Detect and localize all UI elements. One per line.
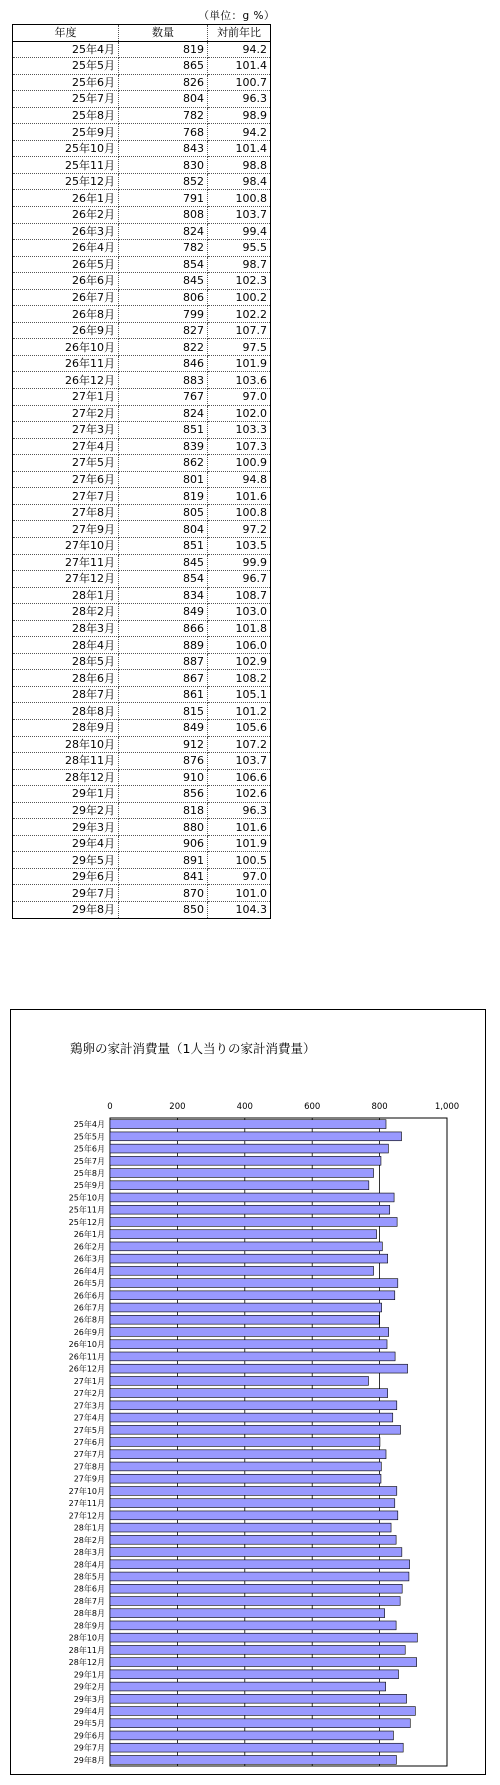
bar <box>110 1438 380 1447</box>
cell-yoy-ratio: 102.9 <box>208 653 271 670</box>
cell-quantity: 843 <box>119 140 208 157</box>
category-label: 27年5月 <box>73 1425 105 1435</box>
category-label: 28年2月 <box>73 1535 105 1545</box>
bar <box>110 1474 381 1483</box>
cell-quantity: 827 <box>119 322 208 339</box>
bar <box>110 1743 403 1752</box>
cell-quantity: 849 <box>119 604 208 621</box>
category-label: 28年9月 <box>73 1621 105 1631</box>
cell-year-month: 28年6月 <box>13 670 119 687</box>
cell-quantity: 880 <box>119 819 208 836</box>
cell-year-month: 26年10月 <box>13 339 119 356</box>
bar <box>110 1413 393 1422</box>
cell-year-month: 26年1月 <box>13 190 119 207</box>
header-quantity: 数量 <box>119 25 208 42</box>
cell-yoy-ratio: 101.9 <box>208 355 271 372</box>
cell-quantity: 887 <box>119 653 208 670</box>
cell-quantity: 845 <box>119 273 208 290</box>
cell-year-month: 25年12月 <box>13 173 119 190</box>
bar <box>110 1230 377 1239</box>
cell-year-month: 27年4月 <box>13 438 119 455</box>
cell-yoy-ratio: 100.9 <box>208 455 271 472</box>
category-label: 27年10月 <box>68 1486 105 1496</box>
cell-yoy-ratio: 101.6 <box>208 488 271 505</box>
cell-year-month: 26年6月 <box>13 273 119 290</box>
cell-yoy-ratio: 101.9 <box>208 835 271 852</box>
cell-yoy-ratio: 98.9 <box>208 107 271 124</box>
bar <box>110 1670 398 1679</box>
category-label: 25年12月 <box>68 1217 105 1227</box>
cell-yoy-ratio: 97.0 <box>208 389 271 406</box>
cell-yoy-ratio: 108.7 <box>208 587 271 604</box>
category-label: 27年12月 <box>68 1511 105 1521</box>
cell-quantity: 819 <box>119 488 208 505</box>
bar <box>110 1499 395 1508</box>
cell-quantity: 856 <box>119 786 208 803</box>
bar <box>110 1621 396 1630</box>
bar <box>110 1597 400 1606</box>
bar <box>110 1511 398 1520</box>
cell-year-month: 29年6月 <box>13 868 119 885</box>
cell-yoy-ratio: 103.7 <box>208 207 271 224</box>
cell-yoy-ratio: 102.3 <box>208 273 271 290</box>
bar <box>110 1645 405 1654</box>
cell-yoy-ratio: 104.3 <box>208 901 271 918</box>
cell-quantity: 791 <box>119 190 208 207</box>
category-label: 27年2月 <box>73 1389 105 1399</box>
category-label: 29年4月 <box>73 1706 105 1716</box>
x-tick-label: 1,000 <box>434 1102 460 1112</box>
category-label: 26年10月 <box>68 1340 105 1350</box>
cell-year-month: 28年8月 <box>13 703 119 720</box>
cell-year-month: 26年4月 <box>13 240 119 257</box>
cell-yoy-ratio: 100.8 <box>208 190 271 207</box>
cell-quantity: 839 <box>119 438 208 455</box>
category-label: 27年7月 <box>73 1450 105 1460</box>
cell-quantity: 782 <box>119 240 208 257</box>
bar <box>110 1193 394 1202</box>
bar <box>110 1156 381 1165</box>
cell-year-month: 25年5月 <box>13 58 119 75</box>
bar <box>110 1242 382 1251</box>
category-label: 28年10月 <box>68 1633 105 1643</box>
bar <box>110 1254 388 1263</box>
bar <box>110 1755 396 1764</box>
cell-quantity: 818 <box>119 802 208 819</box>
cell-quantity: 806 <box>119 289 208 306</box>
cell-yoy-ratio: 99.9 <box>208 554 271 571</box>
cell-quantity: 822 <box>119 339 208 356</box>
cell-yoy-ratio: 101.8 <box>208 620 271 637</box>
cell-yoy-ratio: 96.3 <box>208 91 271 108</box>
cell-year-month: 27年8月 <box>13 504 119 521</box>
cell-year-month: 28年1月 <box>13 587 119 604</box>
cell-year-month: 28年11月 <box>13 753 119 770</box>
bar <box>110 1548 402 1557</box>
chart-title: 鶏卵の家計消費量（1人当りの家計消費量） <box>70 1041 316 1056</box>
cell-quantity: 854 <box>119 256 208 273</box>
cell-quantity: 861 <box>119 686 208 703</box>
bar <box>110 1340 387 1349</box>
cell-quantity: 799 <box>119 306 208 323</box>
category-label: 28年3月 <box>73 1548 105 1558</box>
cell-quantity: 804 <box>119 521 208 538</box>
cell-year-month: 28年2月 <box>13 604 119 621</box>
bar <box>110 1303 382 1312</box>
cell-quantity: 862 <box>119 455 208 472</box>
cell-year-month: 26年8月 <box>13 306 119 323</box>
cell-yoy-ratio: 99.4 <box>208 223 271 240</box>
cell-yoy-ratio: 102.0 <box>208 405 271 422</box>
cell-year-month: 28年9月 <box>13 719 119 736</box>
cell-year-month: 26年11月 <box>13 355 119 372</box>
cell-yoy-ratio: 97.5 <box>208 339 271 356</box>
cell-year-month: 29年3月 <box>13 819 119 836</box>
bar <box>110 1731 393 1740</box>
cell-quantity: 846 <box>119 355 208 372</box>
cell-yoy-ratio: 94.2 <box>208 124 271 141</box>
category-label: 26年11月 <box>68 1352 105 1362</box>
cell-yoy-ratio: 103.0 <box>208 604 271 621</box>
bar <box>110 1132 402 1141</box>
cell-quantity: 834 <box>119 587 208 604</box>
cell-yoy-ratio: 100.2 <box>208 289 271 306</box>
cell-quantity: 768 <box>119 124 208 141</box>
cell-quantity: 841 <box>119 868 208 885</box>
bar <box>110 1120 386 1129</box>
cell-year-month: 25年9月 <box>13 124 119 141</box>
cell-quantity: 883 <box>119 372 208 389</box>
category-label: 28年1月 <box>73 1523 105 1533</box>
category-label: 29年7月 <box>73 1743 105 1753</box>
category-label: 28年5月 <box>73 1572 105 1582</box>
cell-yoy-ratio: 98.7 <box>208 256 271 273</box>
cell-year-month: 28年10月 <box>13 736 119 753</box>
header-yoy-ratio: 対前年比 <box>208 25 271 42</box>
bar <box>110 1572 409 1581</box>
category-label: 26年5月 <box>73 1279 105 1289</box>
category-label: 28年6月 <box>73 1584 105 1594</box>
cell-quantity: 910 <box>119 769 208 786</box>
cell-yoy-ratio: 98.8 <box>208 157 271 174</box>
cell-quantity: 876 <box>119 753 208 770</box>
cell-yoy-ratio: 103.7 <box>208 753 271 770</box>
cell-yoy-ratio: 106.0 <box>208 637 271 654</box>
category-label: 29年3月 <box>73 1694 105 1704</box>
cell-yoy-ratio: 98.4 <box>208 173 271 190</box>
category-label: 27年11月 <box>68 1499 105 1509</box>
cell-yoy-ratio: 102.2 <box>208 306 271 323</box>
bar <box>110 1707 415 1716</box>
category-label: 26年3月 <box>73 1254 105 1264</box>
cell-quantity: 850 <box>119 901 208 918</box>
cell-year-month: 29年4月 <box>13 835 119 852</box>
cell-year-month: 27年10月 <box>13 537 119 554</box>
cell-yoy-ratio: 101.4 <box>208 140 271 157</box>
cell-yoy-ratio: 96.3 <box>208 802 271 819</box>
cell-year-month: 27年2月 <box>13 405 119 422</box>
cell-year-month: 29年7月 <box>13 885 119 902</box>
cell-yoy-ratio: 101.0 <box>208 885 271 902</box>
cell-quantity: 865 <box>119 58 208 75</box>
cell-quantity: 808 <box>119 207 208 224</box>
category-label: 25年5月 <box>73 1132 105 1142</box>
category-label: 26年1月 <box>73 1230 105 1240</box>
cell-year-month: 28年4月 <box>13 637 119 654</box>
cell-year-month: 26年12月 <box>13 372 119 389</box>
category-label: 25年8月 <box>73 1169 105 1179</box>
cell-year-month: 25年10月 <box>13 140 119 157</box>
category-label: 28年12月 <box>68 1658 105 1668</box>
cell-yoy-ratio: 107.2 <box>208 736 271 753</box>
cell-quantity: 824 <box>119 223 208 240</box>
cell-quantity: 801 <box>119 471 208 488</box>
cell-year-month: 26年9月 <box>13 322 119 339</box>
cell-quantity: 819 <box>119 41 208 58</box>
cell-year-month: 29年8月 <box>13 901 119 918</box>
bar <box>110 1609 385 1618</box>
unit-note: （単位：g %） <box>198 10 275 22</box>
cell-quantity: 870 <box>119 885 208 902</box>
category-label: 28年7月 <box>73 1596 105 1606</box>
cell-yoy-ratio: 105.1 <box>208 686 271 703</box>
bar <box>110 1633 417 1642</box>
cell-yoy-ratio: 107.7 <box>208 322 271 339</box>
cell-year-month: 26年3月 <box>13 223 119 240</box>
bar <box>110 1719 410 1728</box>
cell-yoy-ratio: 106.6 <box>208 769 271 786</box>
cell-year-month: 29年1月 <box>13 786 119 803</box>
bar <box>110 1279 398 1288</box>
bar <box>110 1291 395 1300</box>
cell-yoy-ratio: 94.8 <box>208 471 271 488</box>
cell-quantity: 845 <box>119 554 208 571</box>
bar <box>110 1462 381 1471</box>
cell-yoy-ratio: 103.6 <box>208 372 271 389</box>
bar <box>110 1401 397 1410</box>
cell-year-month: 27年5月 <box>13 455 119 472</box>
cell-quantity: 851 <box>119 422 208 439</box>
cell-quantity: 906 <box>119 835 208 852</box>
bar <box>110 1694 407 1703</box>
category-label: 25年7月 <box>73 1156 105 1166</box>
cell-yoy-ratio: 105.6 <box>208 719 271 736</box>
bar <box>110 1364 408 1373</box>
cell-quantity: 767 <box>119 389 208 406</box>
cell-yoy-ratio: 97.0 <box>208 868 271 885</box>
bar <box>110 1328 389 1337</box>
cell-year-month: 27年6月 <box>13 471 119 488</box>
cell-quantity: 866 <box>119 620 208 637</box>
cell-year-month: 27年1月 <box>13 389 119 406</box>
bar <box>110 1205 390 1214</box>
cell-yoy-ratio: 107.3 <box>208 438 271 455</box>
category-label: 25年4月 <box>73 1120 105 1130</box>
cell-yoy-ratio: 94.2 <box>208 41 271 58</box>
cell-year-month: 25年7月 <box>13 91 119 108</box>
category-label: 26年9月 <box>73 1327 105 1337</box>
cell-year-month: 26年5月 <box>13 256 119 273</box>
bar <box>110 1266 374 1275</box>
bar <box>110 1389 388 1398</box>
cell-quantity: 891 <box>119 852 208 869</box>
cell-quantity: 851 <box>119 537 208 554</box>
cell-year-month: 25年6月 <box>13 74 119 91</box>
x-tick-label: 800 <box>371 1102 388 1112</box>
bar <box>110 1169 374 1178</box>
bar <box>110 1523 391 1532</box>
category-label: 26年4月 <box>73 1266 105 1276</box>
category-label: 25年11月 <box>68 1205 105 1215</box>
cell-year-month: 29年5月 <box>13 852 119 869</box>
cell-quantity: 889 <box>119 637 208 654</box>
x-tick-label: 400 <box>236 1102 253 1112</box>
category-label: 25年9月 <box>73 1181 105 1191</box>
bar <box>110 1658 417 1667</box>
bar <box>110 1450 386 1459</box>
category-label: 25年10月 <box>68 1193 105 1203</box>
bar <box>110 1181 369 1190</box>
bar <box>110 1584 402 1593</box>
bar <box>110 1535 396 1544</box>
category-label: 27年1月 <box>73 1376 105 1386</box>
category-label: 27年9月 <box>73 1474 105 1484</box>
cell-year-month: 28年3月 <box>13 620 119 637</box>
category-label: 29年1月 <box>73 1670 105 1680</box>
bar <box>110 1218 397 1227</box>
cell-quantity: 805 <box>119 504 208 521</box>
cell-year-month: 27年9月 <box>13 521 119 538</box>
cell-year-month: 25年8月 <box>13 107 119 124</box>
bar <box>110 1315 379 1324</box>
cell-quantity: 826 <box>119 74 208 91</box>
x-tick-label: 200 <box>169 1102 186 1112</box>
category-label: 28年11月 <box>68 1645 105 1655</box>
category-label: 26年8月 <box>73 1315 105 1325</box>
cell-yoy-ratio: 101.4 <box>208 58 271 75</box>
cell-year-month: 28年7月 <box>13 686 119 703</box>
x-tick-label: 0 <box>107 1102 113 1112</box>
cell-year-month: 26年2月 <box>13 207 119 224</box>
cell-year-month: 29年2月 <box>13 802 119 819</box>
cell-quantity: 804 <box>119 91 208 108</box>
cell-quantity: 867 <box>119 670 208 687</box>
x-tick-label: 600 <box>304 1102 321 1112</box>
cell-yoy-ratio: 100.7 <box>208 74 271 91</box>
category-label: 26年2月 <box>73 1242 105 1252</box>
cell-year-month: 26年7月 <box>13 289 119 306</box>
cell-yoy-ratio: 96.7 <box>208 571 271 588</box>
category-label: 27年3月 <box>73 1401 105 1411</box>
cell-quantity: 824 <box>119 405 208 422</box>
bar <box>110 1425 400 1434</box>
category-label: 27年8月 <box>73 1462 105 1472</box>
category-label: 28年8月 <box>73 1609 105 1619</box>
bar <box>110 1682 386 1691</box>
cell-yoy-ratio: 95.5 <box>208 240 271 257</box>
cell-yoy-ratio: 101.2 <box>208 703 271 720</box>
bar <box>110 1376 368 1385</box>
category-label: 29年6月 <box>73 1731 105 1741</box>
category-label: 29年2月 <box>73 1682 105 1692</box>
cell-yoy-ratio: 97.2 <box>208 521 271 538</box>
category-label: 27年4月 <box>73 1413 105 1423</box>
cell-yoy-ratio: 102.6 <box>208 786 271 803</box>
bar <box>110 1487 397 1496</box>
category-label: 26年12月 <box>68 1364 105 1374</box>
category-label: 29年8月 <box>73 1755 105 1765</box>
cell-yoy-ratio: 103.5 <box>208 537 271 554</box>
category-label: 28年4月 <box>73 1560 105 1570</box>
cell-quantity: 912 <box>119 736 208 753</box>
header-year-month: 年度 <box>13 25 119 42</box>
cell-year-month: 28年5月 <box>13 653 119 670</box>
cell-quantity: 854 <box>119 571 208 588</box>
cell-quantity: 849 <box>119 719 208 736</box>
cell-yoy-ratio: 103.3 <box>208 422 271 439</box>
bar <box>110 1352 395 1361</box>
cell-quantity: 830 <box>119 157 208 174</box>
cell-quantity: 852 <box>119 173 208 190</box>
category-label: 26年7月 <box>73 1303 105 1313</box>
cell-quantity: 782 <box>119 107 208 124</box>
bar <box>110 1144 388 1153</box>
cell-year-month: 27年3月 <box>13 422 119 439</box>
cell-yoy-ratio: 100.5 <box>208 852 271 869</box>
cell-year-month: 25年4月 <box>13 41 119 58</box>
cell-yoy-ratio: 108.2 <box>208 670 271 687</box>
category-label: 25年6月 <box>73 1144 105 1154</box>
category-label: 27年6月 <box>73 1438 105 1447</box>
cell-year-month: 28年12月 <box>13 769 119 786</box>
category-label: 26年6月 <box>73 1291 105 1301</box>
cell-yoy-ratio: 101.6 <box>208 819 271 836</box>
cell-year-month: 25年11月 <box>13 157 119 174</box>
bar <box>110 1560 410 1569</box>
cell-quantity: 815 <box>119 703 208 720</box>
category-label: 29年5月 <box>73 1719 105 1729</box>
cell-year-month: 27年7月 <box>13 488 119 505</box>
cell-year-month: 27年11月 <box>13 554 119 571</box>
cell-year-month: 27年12月 <box>13 571 119 588</box>
cell-yoy-ratio: 100.8 <box>208 504 271 521</box>
